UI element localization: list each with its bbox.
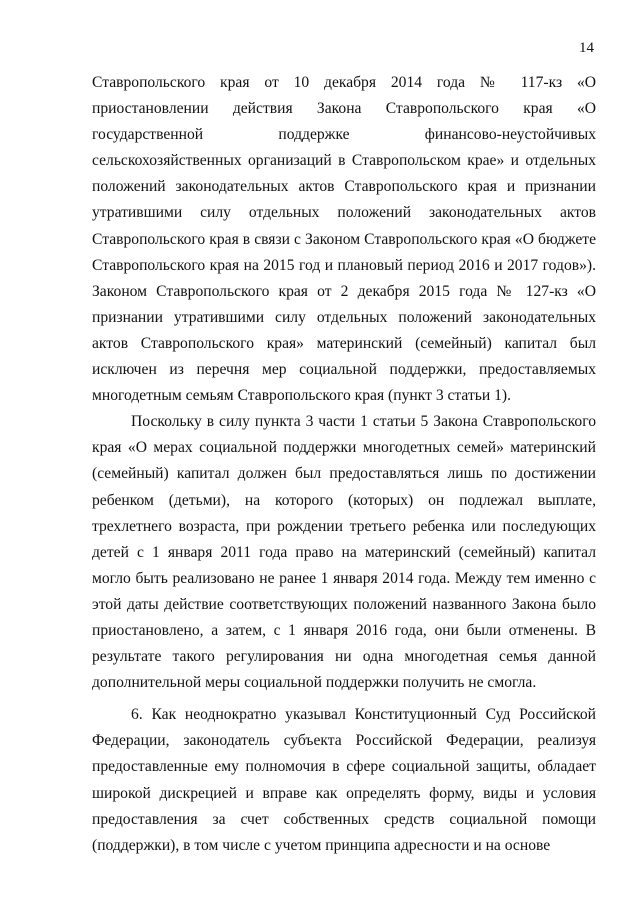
document-body bbox=[92, 70, 596, 859]
paragraph-3: 6. Как неоднократно указывал Конституционный Суд Российской Федерации, законодатель субъекта Российской Федерации, реализуя предоставленные ему полномочия в сфере социальной защиты, обладает широкой дискрецией и вправе как определять форму, виды и условия предоставления за счет собственных средств социальной помощи (поддержки), в том числе с учетом принципа адресности и на основе bbox=[92, 706, 596, 854]
page-number: 14 bbox=[579, 40, 594, 56]
paragraph-1: Ставропольского края от 10 декабря 2014 года № 117-кз «О приостановлении действия Закона Ставропольского края «О государственной поддержке финансово-неустойчивых сельскохозяйственных организаций в Ставропольском крае» и отдельных положений законодательных актов Ставропольского края и признании утратившими силу отдельных положений законодательных актов Ставропольского края в связи с Законом Ставропольского края «О бюджете Ставропольского края на 2015 год и плановый период 2016 и 2017 годов»). Законом Ставропольского края от 2 декабря 2015 года № 127-кз «О признании утратившими силу отдельных положений законодательных актов Ставропольского края» материнский (семейный) капитал был исключен из перечня мер социальной поддержки, предоставляемых многодетным семьям Ставропольского края (пункт 3 статьи 1). bbox=[92, 74, 596, 405]
paragraph-2: Поскольку в силу пункта 3 части 1 статьи 5 Закона Ставропольского края «О мерах социальной поддержки многодетных семей» материнский (семейный) капитал должен был предоставляться лишь по достижении ребенком (детьми), на которого (которых) он подлежал выплате, трехлетнего возраста, при рождении третьего ребенка или последующих детей с 1 января 2011 года право на материнский (семейный) капитал могло быть реализовано не ранее 1 января 2014 года. Между тем именно с этой даты действие соответствующих положений названного Закона было приостановлено, а затем, с 1 января 2016 года, они были отменены. В результате такого регулирования ни одна многодетная семья данной дополнительной меры социальной поддержки получить не смогла. bbox=[92, 413, 596, 692]
